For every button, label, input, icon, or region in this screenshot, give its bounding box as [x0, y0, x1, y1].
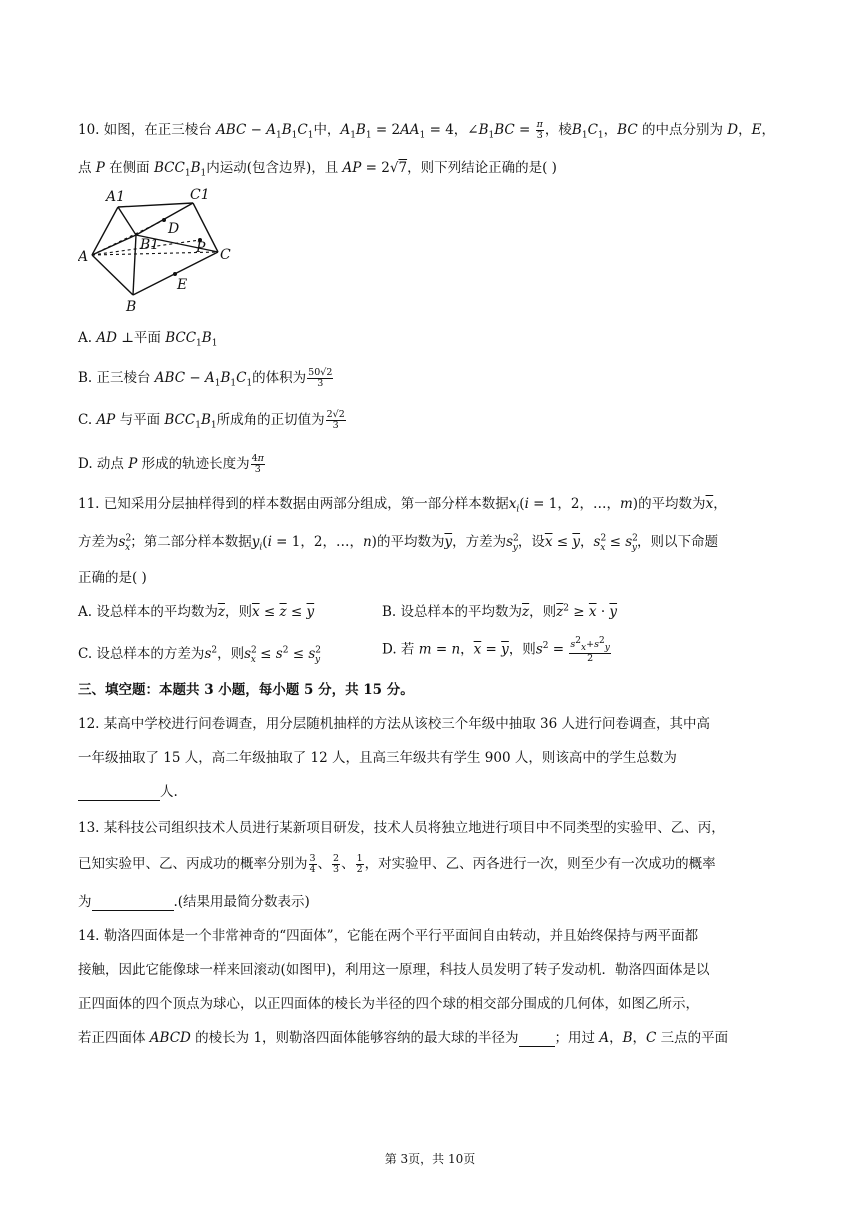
q10-option-a: A. AD ⊥平面 $BCC_1B_1$	[78, 330, 218, 349]
q12-line3: 人.	[78, 780, 178, 801]
q14-line4: 若正四面体 ABCD 的棱长为 1，则勒洛四面体能够容纳的最大球的半径为 ；用过 A，B，C 三点的平面	[78, 1030, 729, 1046]
point-e	[173, 272, 177, 276]
page-footer: 第 3页，共 10页	[384, 1152, 476, 1166]
fig-label-p: P	[196, 240, 206, 256]
q10-option-c: C. AP 与平面 $BCC_1B_1$所成角的正切值为 $\frac{2√2}{3}$	[78, 409, 345, 431]
q13-line3: 为 .(结果用最简分数表示)	[78, 894, 310, 910]
q14-line1: 14. 勒洛四面体是一个非常神奇的“四面体”，它能在两个平行平面间自由转动，并且始终保持与两平面都	[78, 928, 699, 944]
point-d	[162, 218, 166, 222]
q13-line1: 13. 某科技公司组织技术人员进行某新项目研发，技术人员将独立地进行项目中不同类型的实验甲、乙、丙，	[78, 820, 725, 836]
section-heading: 三、填空题：本题共 3 小题，每小题 5 分，共 15 分。	[78, 682, 414, 698]
q10-option-b: B. 正三棱台 ABC − $A_1B_1C_1$的体积为 $\frac{50√2}{3}$	[78, 367, 333, 389]
fig-label-a: A	[78, 249, 89, 265]
fig-label-a1: A1	[106, 189, 126, 205]
q14-line2: 接触，因此它能像球一样来回滚动(如图甲)，利用这一原理，科技人员发明了转子发动机．勒洛四面体是以	[78, 962, 710, 978]
answer-blank	[519, 1030, 555, 1047]
q13-line2: 已知实验甲、乙、丙成功的概率分别为 $\frac{3}{4}$ 、 $\frac{2}{3}$ 、 $\frac{1}{2}$ ，对实验甲、乙、丙各进行一次，则至少有一次成功的概率	[78, 853, 716, 875]
frustum-figure	[78, 185, 238, 315]
q12-line2: 一年级抽取了 15 人，高二年级抽取了 12 人，且高三年级共有学生 900 人，则该高中的学生总数为	[78, 750, 677, 766]
q11-option-a: A. 设总样本的平均数为$\overline{z}$，则$\overline{x} \le \overline{z} \le \overline{y}$	[78, 604, 315, 620]
q10-line1: 10. 如图，在正三棱台 ABC − $A_1B_1C_1$中，$A_1B_1 = 2AA_1 = 4$，$\angle B_1BC$ = $\frac{\pi}{3}$ ，棱$B_1C_1$，BC 的中点分别为 D，E，	[78, 119, 775, 141]
q10-line2: 点 P 在侧面 $BCC_1B_1$内运动(包含边界)，且 AP = 2√7，则下列结论正确的是( )	[78, 160, 557, 179]
fig-label-b1: B1	[140, 237, 160, 253]
fig-label-e: E	[177, 277, 188, 293]
q12-line1: 12. 某高中学校进行问卷调查，用分层随机抽样的方法从该校三个年级中抽取 36 人进行问卷调查，其中高	[78, 716, 711, 732]
q11-option-c: C. 设总样本的方差为$s^2$，则$s^2_x \le s^2 \le s^2_y$	[78, 645, 322, 665]
q11-line2: 方差为$s^2_x$；第二部分样本数据$y_i(i = 1$，2，…，n)的平均数为$\overline{y}$，方差为$s^2_y$，设$\overline{x} \le \overline{y}$，$s^2_x \le s^2_y$，则以下命题	[78, 533, 718, 553]
q10-option-d: D. 动点 P 形成的轨迹长度为 $\frac{4\pi}{3}$	[78, 453, 264, 475]
q11-option-b: B. 设总样本的平均数为$\overline{z}$，则$\overline{z}^2 \ge \overline{x} \cdot \overline{y}$	[382, 603, 618, 620]
q14-line3: 正四面体的四个顶点为球心，以正四面体的棱长为半径的四个球的相交部分围成的几何体，如图乙所示，	[78, 996, 699, 1012]
q11-option-d: D. 若 m = n，$\overline{x} = \overline{y}$，则$s^2$ = $\frac{s^2_x+s^2_y}{2}$	[382, 636, 610, 665]
fig-label-d: D	[168, 221, 180, 237]
fig-label-c1: C1	[190, 187, 210, 203]
fig-label-c: C	[220, 247, 231, 263]
fig-label-b: B	[126, 299, 137, 315]
answer-blank	[78, 784, 160, 801]
q11-line3: 正确的是( )	[78, 570, 147, 586]
q11-line1: 11. 已知采用分层抽样得到的样本数据由两部分组成，第一部分样本数据$x_i(i = 1$，2，…，m)的平均数为$\overline{x}$，	[78, 496, 727, 515]
answer-blank	[92, 894, 174, 911]
